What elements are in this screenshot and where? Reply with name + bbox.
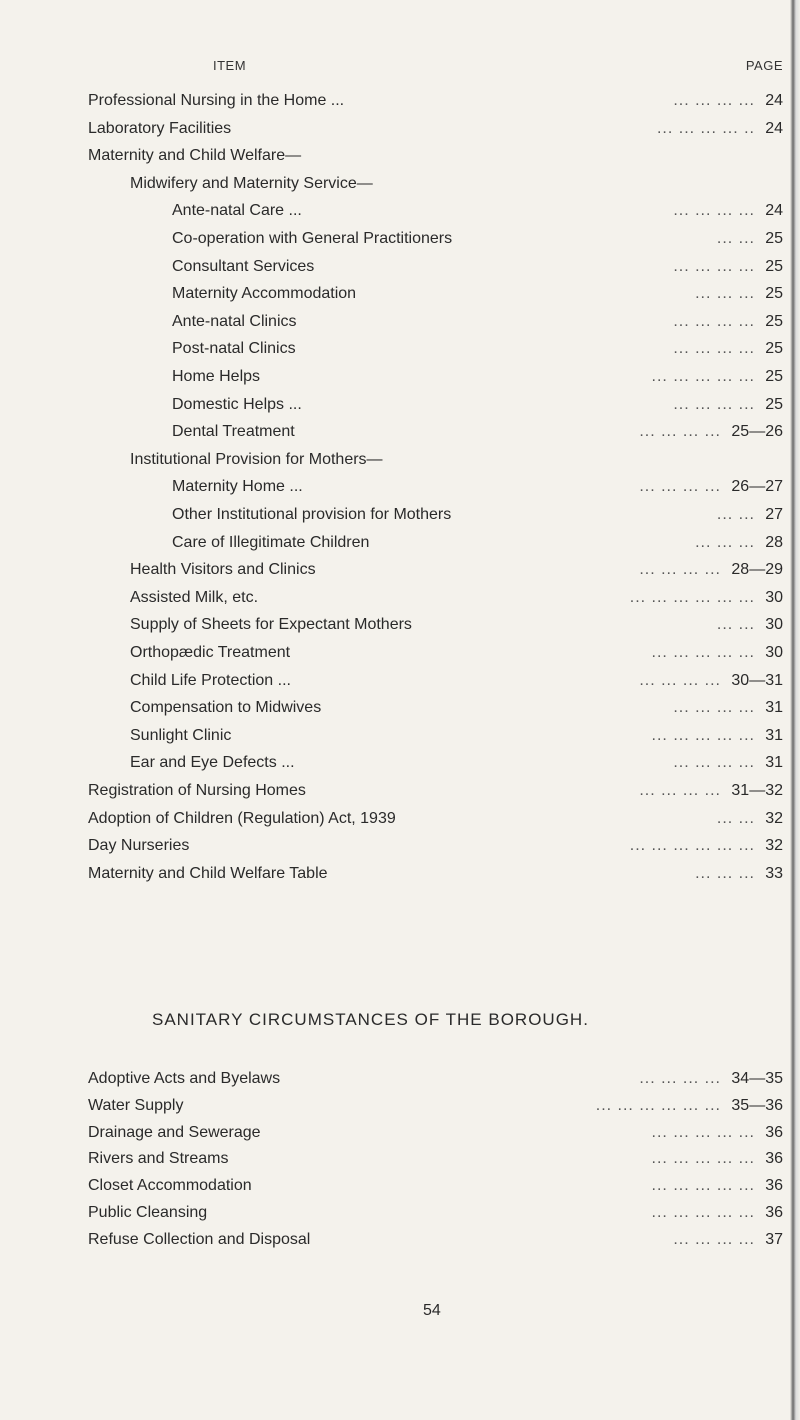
contents-item-label: Adoptive Acts and Byelaws <box>88 1070 281 1087</box>
contents-row <box>0 695 783 721</box>
contents-row <box>0 640 783 666</box>
page-number: 54 <box>423 1302 441 1319</box>
contents-item-label: Post-natal Clinics <box>172 340 296 358</box>
contents-item-label: Adoption of Children (Regulation) Act, 1939 <box>88 809 396 827</box>
contents-item-label: Professional Nursing in the Home ... <box>88 92 345 109</box>
contents-item-page: 26—27 <box>731 478 783 496</box>
contents-row <box>0 861 783 887</box>
contents-row <box>0 226 783 252</box>
contents-item-page: 31 <box>765 754 783 772</box>
leader-dots: ... ... ... <box>695 864 755 882</box>
leader-dots: ... ... ... ... <box>673 340 755 358</box>
leader-dots: ... ... ... ... ... <box>651 644 755 661</box>
leader-dots: ... ... ... ... <box>639 671 721 689</box>
leader-dots: ... ... ... ... ... <box>651 368 755 385</box>
contents-row <box>0 668 783 694</box>
leader-dots: ... ... ... ... ... <box>651 1123 755 1141</box>
contents-item-page: 25 <box>765 312 783 330</box>
leader-dots: ... ... ... ... <box>673 312 755 330</box>
contents-item-label: Maternity Accommodation <box>172 285 357 303</box>
contents-row <box>0 254 783 280</box>
contents-row <box>0 171 783 197</box>
leader-dots: ... ... ... ... ... ... <box>629 837 755 855</box>
contents-item-page: 25 <box>765 368 783 385</box>
contents-row <box>0 281 783 307</box>
contents-item-label: Child Life Protection ... <box>130 671 291 689</box>
leader-dots: ... ... ... ... <box>639 1070 721 1087</box>
contents-item-label: Ante-natal Care ... <box>172 202 302 220</box>
contents-item-label: Assisted Milk, etc. <box>130 588 259 606</box>
leader-dots: ... ... ... ... ... ... <box>595 1096 721 1114</box>
contents-item-label: Maternity Home ... <box>172 478 303 496</box>
leader-dots: ... ... ... ... ... <box>651 1204 755 1221</box>
contents-item-page: 25 <box>765 257 783 275</box>
leader-dots: ... ... ... ... <box>639 561 721 579</box>
contents-item-label: Sunlight Clinic <box>130 726 232 744</box>
contents-item-label: Consultant Services <box>172 257 315 275</box>
contents-item-page: 25 <box>765 285 783 303</box>
contents-item-label: Day Nurseries <box>88 837 190 855</box>
contents-row <box>0 1200 783 1226</box>
leader-dots: ... ... ... ... <box>673 92 755 109</box>
leader-dots: ... ... <box>716 809 755 827</box>
contents-item-page: 36 <box>765 1123 783 1141</box>
contents-item-page: 32 <box>765 837 783 855</box>
section-title: SANITARY CIRCUMSTANCES OF THE BOROUGH. <box>152 1010 589 1029</box>
contents-row <box>0 612 783 638</box>
leader-dots: ... ... ... ... .. <box>656 119 755 137</box>
contents-row <box>0 447 783 473</box>
leader-dots: ... ... ... ... <box>673 1230 755 1248</box>
contents-item-label: Health Visitors and Clinics <box>130 561 316 579</box>
contents-row <box>0 336 783 362</box>
leader-dots: ... ... ... ... <box>673 754 755 772</box>
leader-dots: ... ... <box>716 506 755 523</box>
leader-dots: ... ... ... ... <box>639 478 721 496</box>
contents-item-page: 27 <box>765 506 783 523</box>
leader-dots: ... ... ... ... <box>673 202 755 220</box>
contents-item-label: Maternity and Child Welfare Table <box>88 864 328 882</box>
contents-item-page: 30 <box>765 588 783 606</box>
contents-item-label: Public Cleansing <box>88 1204 208 1221</box>
contents-row <box>0 806 783 832</box>
contents-item-label: Home Helps <box>172 368 261 385</box>
contents-row <box>0 1066 783 1092</box>
column-header-page: PAGE <box>745 58 783 73</box>
contents-item-page: 34—35 <box>731 1070 783 1087</box>
contents-row <box>0 419 783 445</box>
contents-item-page: 25 <box>765 395 783 413</box>
contents-item-label: Other Institutional provision for Mothers <box>172 506 452 523</box>
leader-dots: ... ... ... <box>695 533 755 551</box>
contents-row <box>0 392 783 418</box>
contents-item-page: 32 <box>765 809 783 827</box>
contents-item-page: 31—32 <box>731 782 783 799</box>
contents-item-label: Ante-natal Clinics <box>172 312 297 330</box>
contents-item-label: Institutional Provision for Mothers— <box>130 450 383 468</box>
contents-item-page: 36 <box>765 1204 783 1221</box>
contents-row <box>0 143 783 169</box>
contents-row <box>0 1227 783 1253</box>
contents-row <box>0 750 783 776</box>
contents-row <box>0 530 783 556</box>
contents-item-label: Registration of Nursing Homes <box>88 782 306 799</box>
contents-item-page: 28 <box>765 533 783 551</box>
contents-item-page: 36 <box>765 1150 783 1168</box>
contents-item-label: Drainage and Sewerage <box>88 1123 261 1141</box>
leader-dots: ... ... ... ... ... <box>651 1150 755 1168</box>
contents-row <box>0 833 783 859</box>
contents-item-page: 24 <box>765 202 783 220</box>
contents-row <box>0 116 783 142</box>
leader-dots: ... ... ... ... <box>673 257 755 275</box>
contents-item-label: Domestic Helps ... <box>172 395 302 413</box>
leader-dots: ... ... ... ... <box>673 699 755 717</box>
contents-row <box>0 198 783 224</box>
contents-row <box>0 585 783 611</box>
contents-item-page: 35—36 <box>731 1096 783 1114</box>
contents-item-label: Ear and Eye Defects ... <box>130 754 295 772</box>
contents-item-page: 30—31 <box>731 671 783 689</box>
contents-row <box>0 309 783 335</box>
contents-item-label: Water Supply <box>88 1096 184 1114</box>
contents-row <box>0 1173 783 1199</box>
contents-item-page: 31 <box>765 699 783 717</box>
contents-row <box>0 502 783 528</box>
contents-item-page: 24 <box>765 92 783 109</box>
leader-dots: ... ... ... ... ... ... <box>629 588 755 606</box>
contents-item-label: Refuse Collection and Disposal <box>88 1230 311 1248</box>
contents-item-page: 33 <box>765 864 783 882</box>
contents-item-label: Rivers and Streams <box>88 1150 229 1168</box>
contents-row <box>0 1146 783 1172</box>
leader-dots: ... ... ... ... <box>673 395 755 413</box>
contents-item-label: Maternity and Child Welfare— <box>88 147 302 165</box>
contents-item-label: Supply of Sheets for Expectant Mothers <box>130 616 412 634</box>
leader-dots: ... ... ... ... ... <box>651 1177 755 1195</box>
contents-item-label: Dental Treatment <box>172 423 295 441</box>
contents-item-label: Midwifery and Maternity Service— <box>130 174 373 192</box>
contents-item-page: 30 <box>765 644 783 661</box>
contents-item-page: 30 <box>765 616 783 634</box>
contents-item-page: 24 <box>765 119 783 137</box>
contents-item-page: 25—26 <box>731 423 783 441</box>
contents-item-page: 36 <box>765 1177 783 1195</box>
contents-row <box>0 723 783 749</box>
contents-item-label: Compensation to Midwives <box>130 699 322 717</box>
contents-item-page: 28—29 <box>731 561 783 579</box>
contents-item-label: Laboratory Facilities <box>88 119 232 137</box>
contents-row <box>0 778 783 804</box>
contents-item-page: 25 <box>765 230 783 247</box>
leader-dots: ... ... ... <box>695 285 755 303</box>
leader-dots: ... ... ... ... <box>639 423 721 441</box>
contents-row <box>0 1093 783 1119</box>
contents-item-page: 31 <box>765 726 783 744</box>
column-header-item: ITEM <box>213 58 247 73</box>
leader-dots: ... ... <box>716 230 755 247</box>
contents-row <box>0 474 783 500</box>
leader-dots: ... ... ... ... ... <box>651 726 755 744</box>
contents-row <box>0 88 783 114</box>
contents-row <box>0 557 783 583</box>
contents-row <box>0 364 783 390</box>
contents-item-page: 25 <box>765 340 783 358</box>
contents-item-label: Closet Accommodation <box>88 1177 252 1195</box>
contents-row <box>0 1120 783 1146</box>
contents-item-label: Care of Illegitimate Children <box>172 533 370 551</box>
contents-item-label: Co-operation with General Practitioners <box>172 230 453 247</box>
leader-dots: ... ... ... ... <box>639 782 721 799</box>
contents-item-label: Orthopædic Treatment <box>130 644 291 661</box>
contents-item-page: 37 <box>765 1230 783 1248</box>
page-edge <box>790 0 800 1420</box>
leader-dots: ... ... <box>716 616 755 634</box>
